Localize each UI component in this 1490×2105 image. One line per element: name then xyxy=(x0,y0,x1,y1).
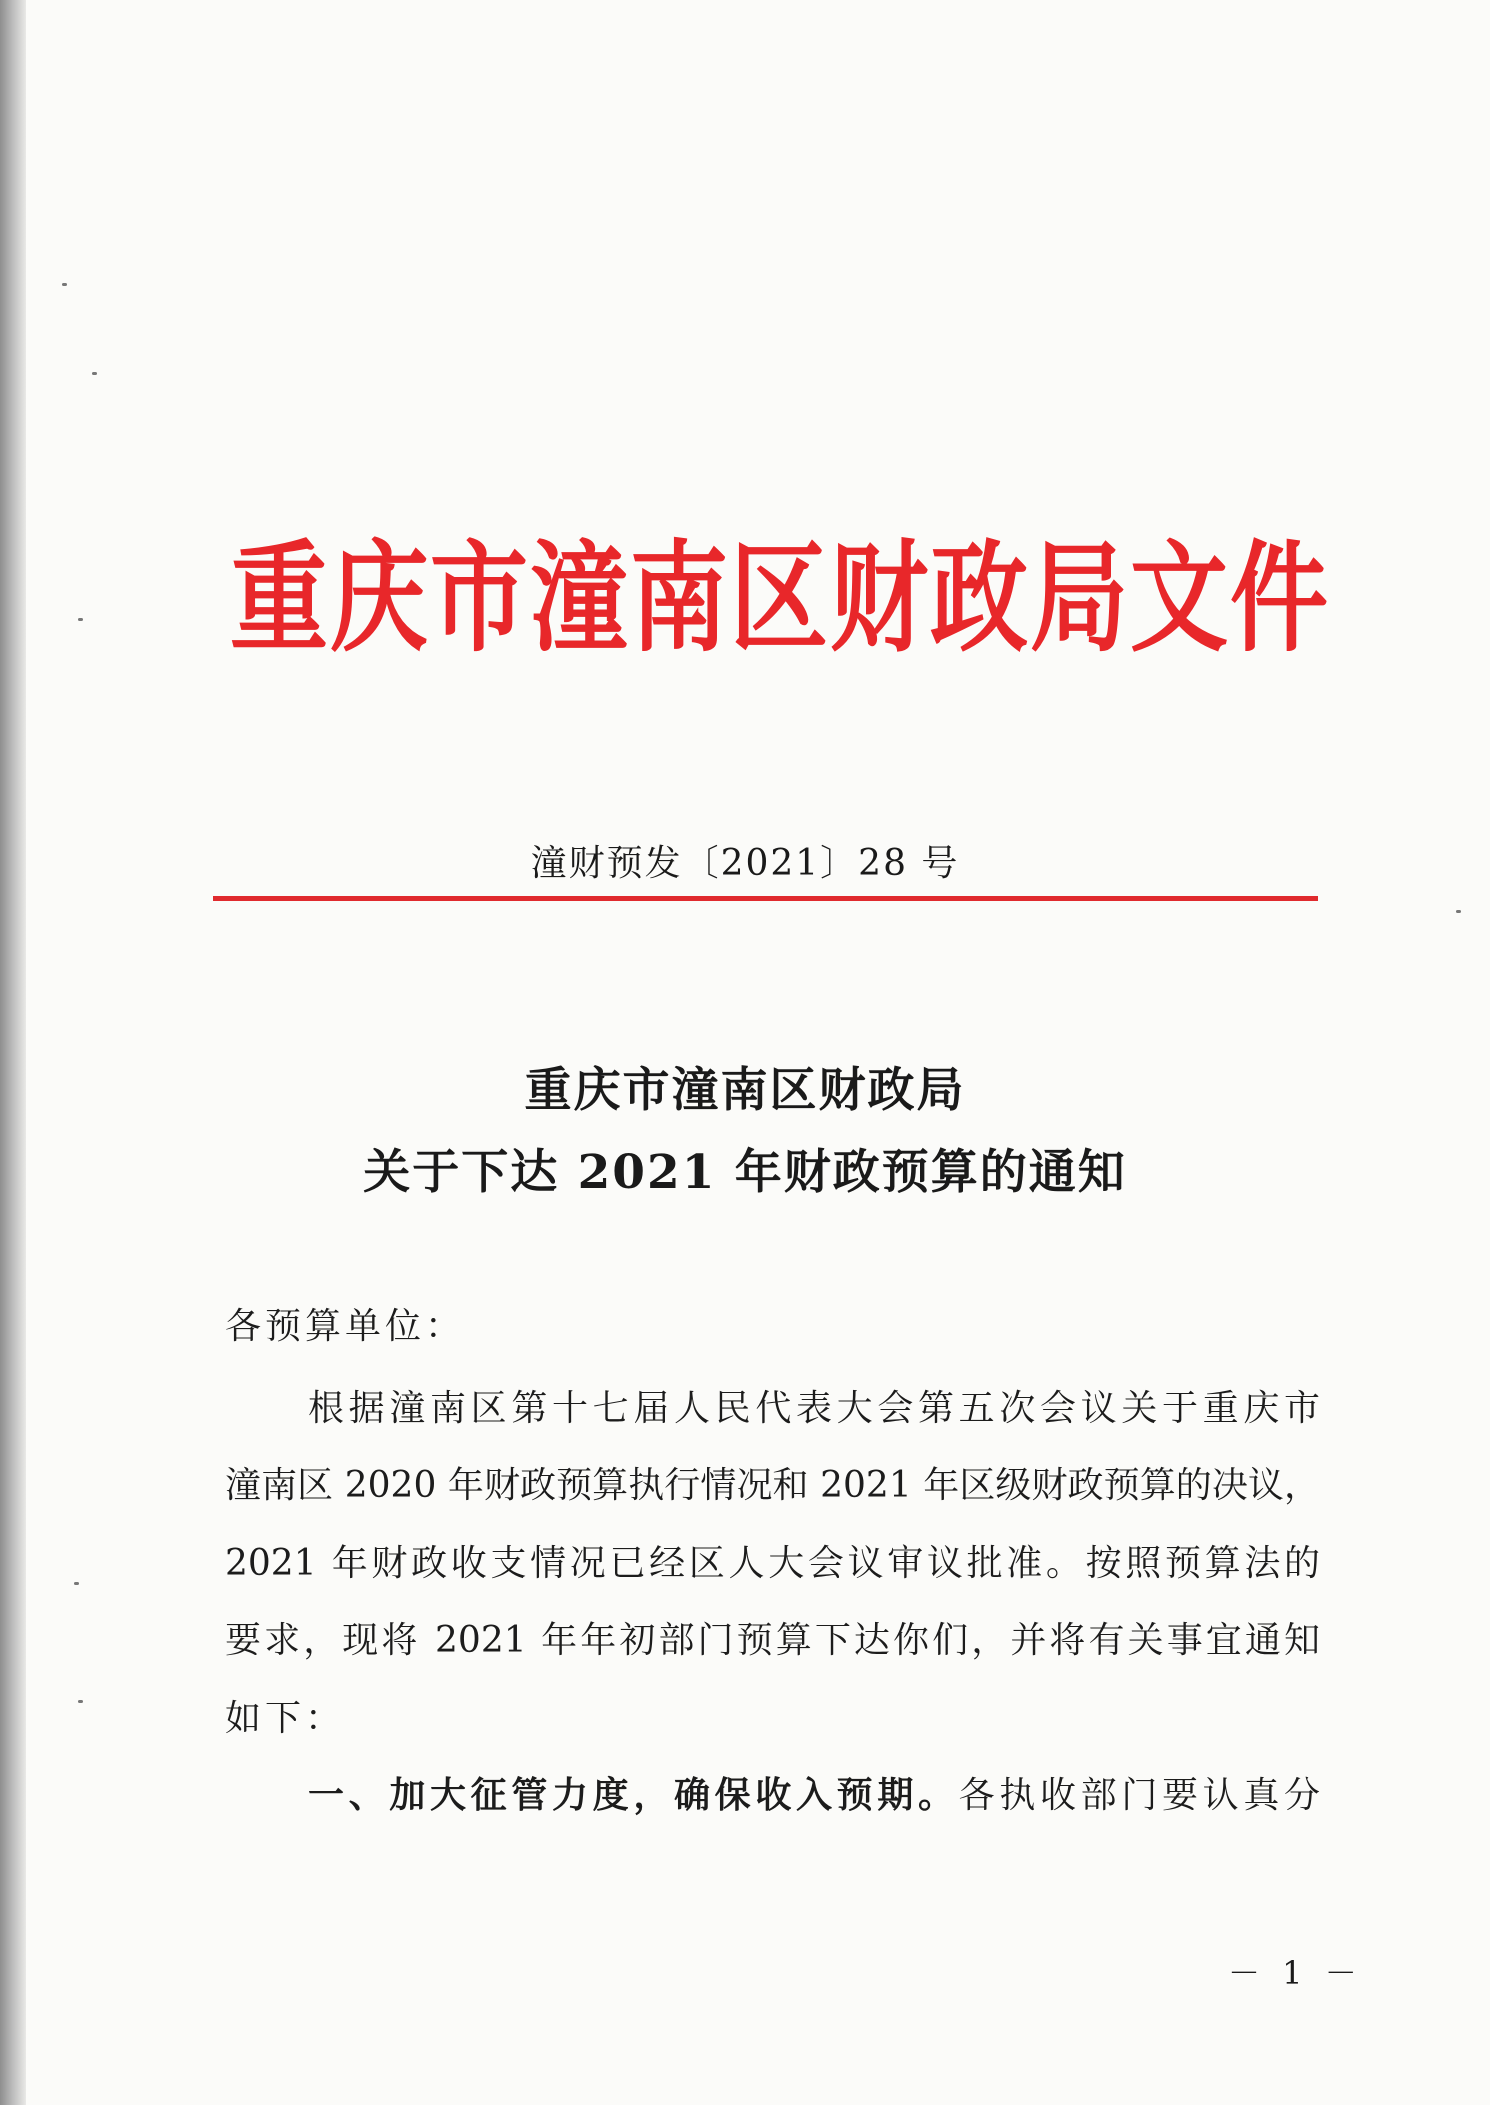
salutation: 各预算单位： xyxy=(225,1306,466,1347)
scan-speck xyxy=(78,1700,83,1703)
paragraph-1-line: 潼南区 2020 年财政预算执行情况和 2021 年区级财政预算的决议， xyxy=(225,1465,1320,1506)
paragraph-1-line: 要求，现将 2021 年年初部门预算下达你们，并将有关事宜通知 xyxy=(225,1620,1320,1661)
scan-speck xyxy=(74,1582,79,1585)
red-divider-line xyxy=(213,896,1318,901)
document-header-title: 重庆市潼南区财政局文件 xyxy=(230,528,1331,669)
scan-speck xyxy=(78,618,83,621)
paragraph-2-line xyxy=(308,1767,1320,1818)
notice-title-line-1: 重庆市潼南区财政局 xyxy=(524,1063,966,1118)
paragraph-2-text: 各执收部门要认真分 xyxy=(958,1775,1320,1816)
page-number: － 1 － xyxy=(1228,1954,1363,1992)
section-heading-1: 一、加大征管力度，确保收入预期。 xyxy=(308,1775,959,1816)
document-number: 潼财预发〔2021〕28 号 xyxy=(530,843,960,884)
notice-title-line-2: 关于下达 2021 年财政预算的通知 xyxy=(363,1145,1127,1200)
scan-speck xyxy=(92,372,97,375)
scan-speck xyxy=(1456,910,1461,913)
scan-speck xyxy=(62,283,67,286)
paragraph-1-line: 根据潼南区第十七届人民代表大会第五次会议关于重庆市 xyxy=(308,1388,1320,1429)
paragraph-1-line: 如下： xyxy=(225,1698,346,1739)
paragraph-1-line: 2021 年财政收支情况已经区人大会议审议批准。按照预算法的 xyxy=(225,1543,1320,1584)
